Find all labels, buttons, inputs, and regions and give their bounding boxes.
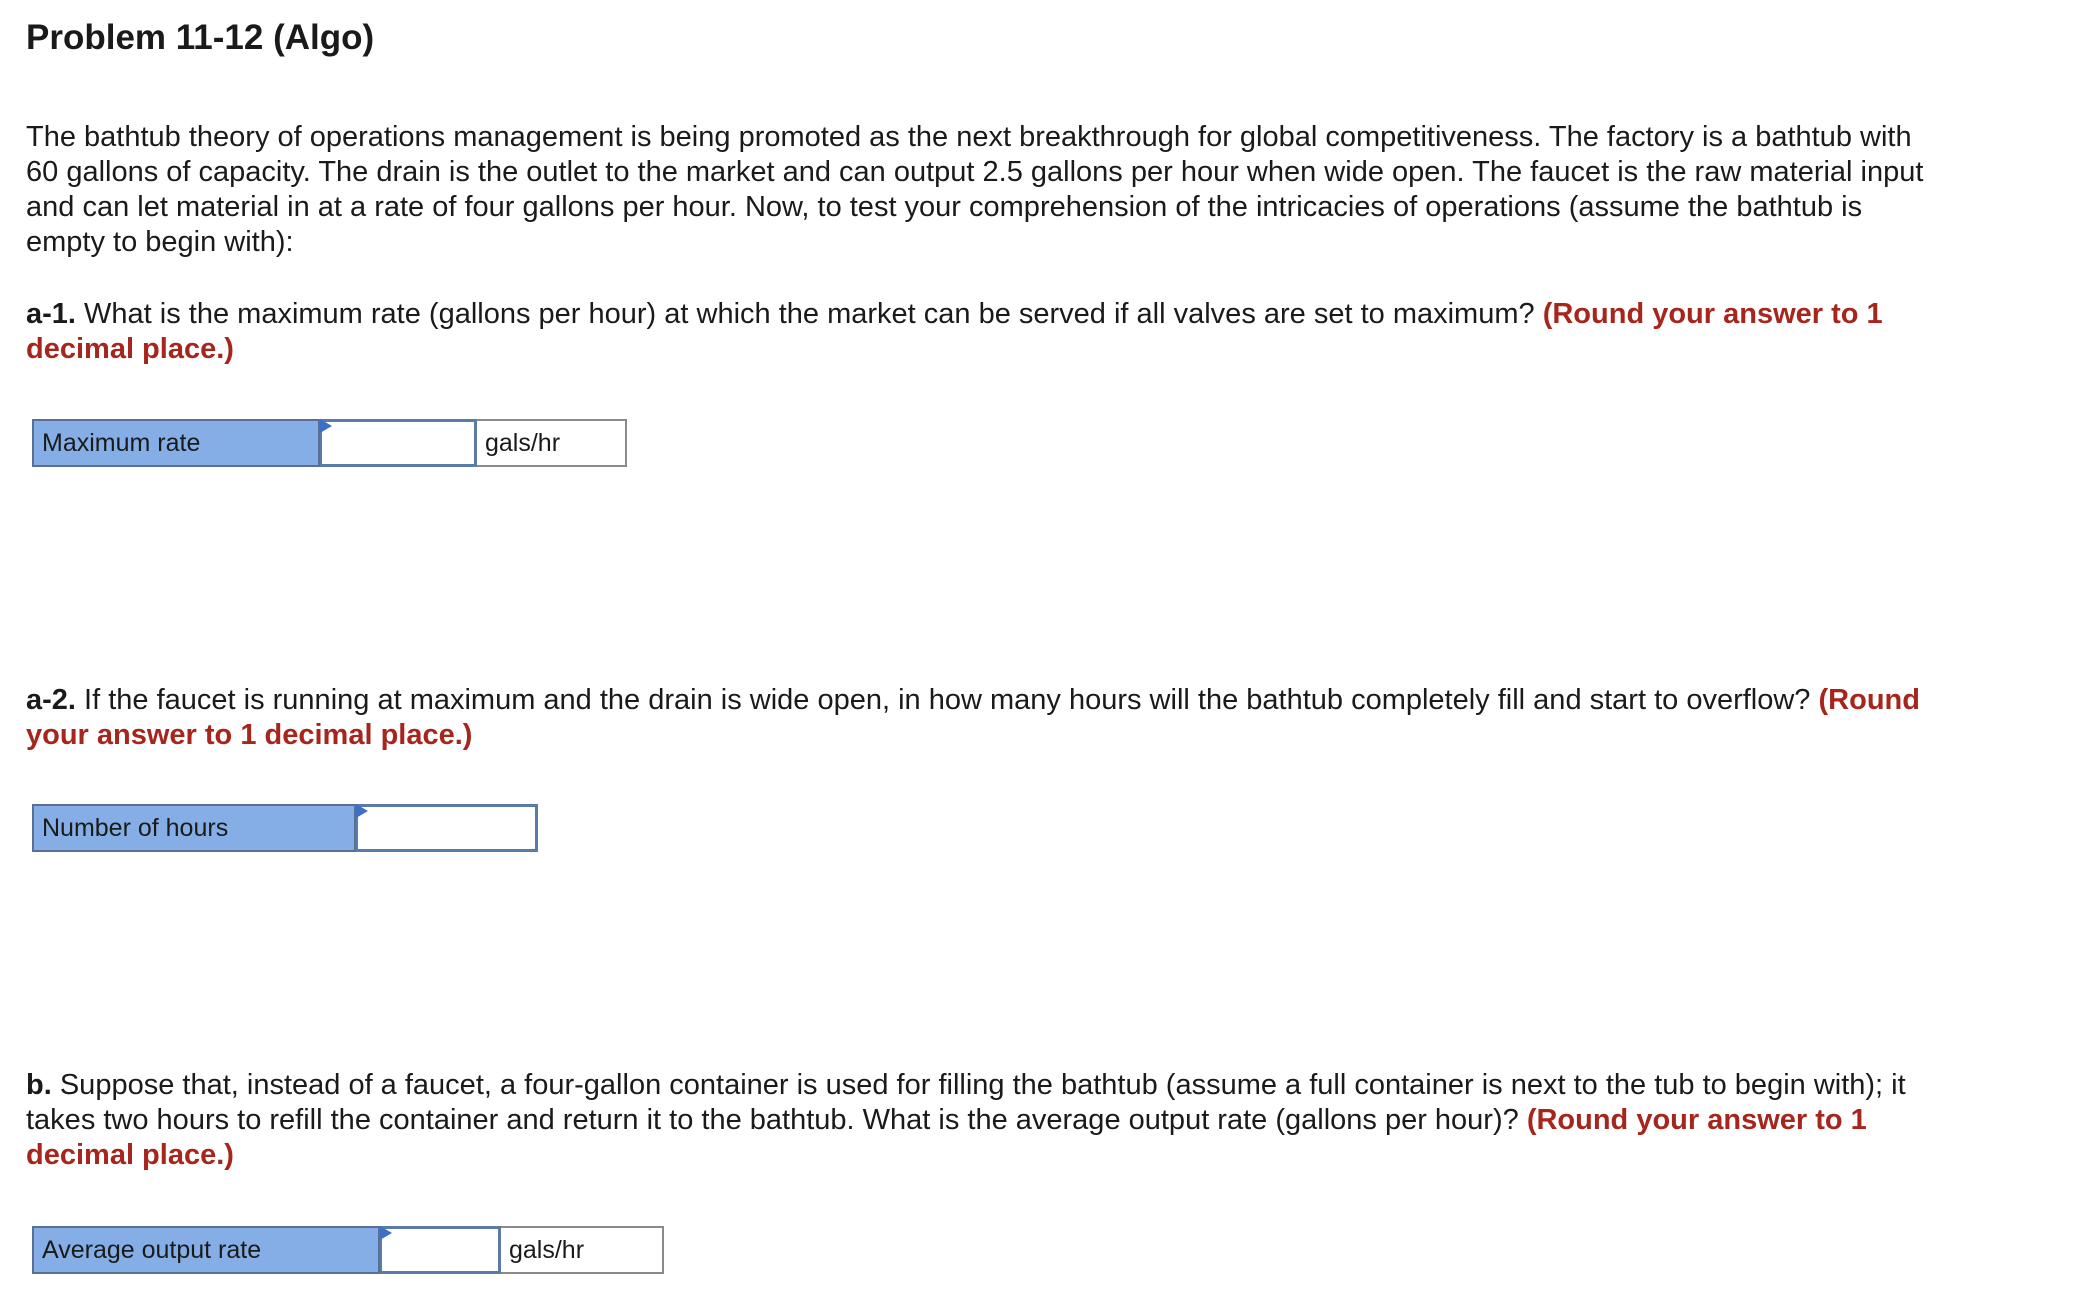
question-b: [26, 1068, 1926, 1173]
problem-title: Problem 11-12 (Algo): [26, 18, 375, 57]
answer-row-a1: [32, 419, 627, 467]
question-a2-hint: (Round your answer to 1 decimal place.): [26, 684, 1920, 751]
question-a1: [26, 297, 1926, 367]
question-a1-text: What is the maximum rate (gallons per hour) at which the market can be served if all valves are set to maximum?: [84, 298, 1535, 330]
input-flag-icon: [356, 804, 368, 818]
unit-a1: gals/hr: [477, 419, 627, 467]
answer-input-wrap-a2: [356, 804, 538, 852]
question-b-label: b.: [26, 1069, 52, 1101]
maximum-rate-input[interactable]: [320, 419, 477, 467]
answer-input-wrap-a1: [320, 419, 477, 467]
average-output-rate-input[interactable]: [380, 1226, 501, 1274]
answer-row-b: [32, 1226, 664, 1274]
input-flag-icon: [320, 419, 332, 433]
question-a1-label: a-1.: [26, 298, 76, 330]
unit-b: gals/hr: [501, 1226, 664, 1274]
input-flag-icon: [380, 1226, 392, 1240]
answer-label-a2: Number of hours: [32, 804, 356, 852]
question-b-hint: (Round your answer to 1 decimal place.): [26, 1104, 1867, 1171]
question-a1-hint: (Round your answer to 1 decimal place.): [26, 298, 1883, 365]
answer-label-a1: Maximum rate: [32, 419, 320, 467]
question-a2-label: a-2.: [26, 684, 76, 716]
question-a2: [26, 683, 1926, 753]
answer-input-wrap-b: [380, 1226, 501, 1274]
question-b-text: Suppose that, instead of a faucet, a four-gallon container is used for filling the bathtub (assume a full container is next to the tub to begin with); it takes two hours to refill the container and return it to the bathtub. What is the average output rate (gallons per hour)?: [26, 1069, 1906, 1136]
answer-row-a2: [32, 804, 538, 852]
question-a2-text: If the faucet is running at maximum and the drain is wide open, in how many hours will the bathtub completely fill and start to overflow?: [84, 684, 1811, 716]
number-of-hours-input[interactable]: [356, 804, 538, 852]
problem-intro: The bathtub theory of operations management is being promoted as the next breakthrough for global competitiveness. The factory is a bathtub with 60 gallons of capacity. The drain is the outlet to the market and can output 2.5 gallons per hour when wide open. The faucet is the raw material input and can let material in at a rate of four gallons per hour. Now, to test your comprehension of the intricacies of operations (assume the bathtub is empty to begin with):: [26, 121, 1924, 258]
answer-label-b: Average output rate: [32, 1226, 380, 1274]
